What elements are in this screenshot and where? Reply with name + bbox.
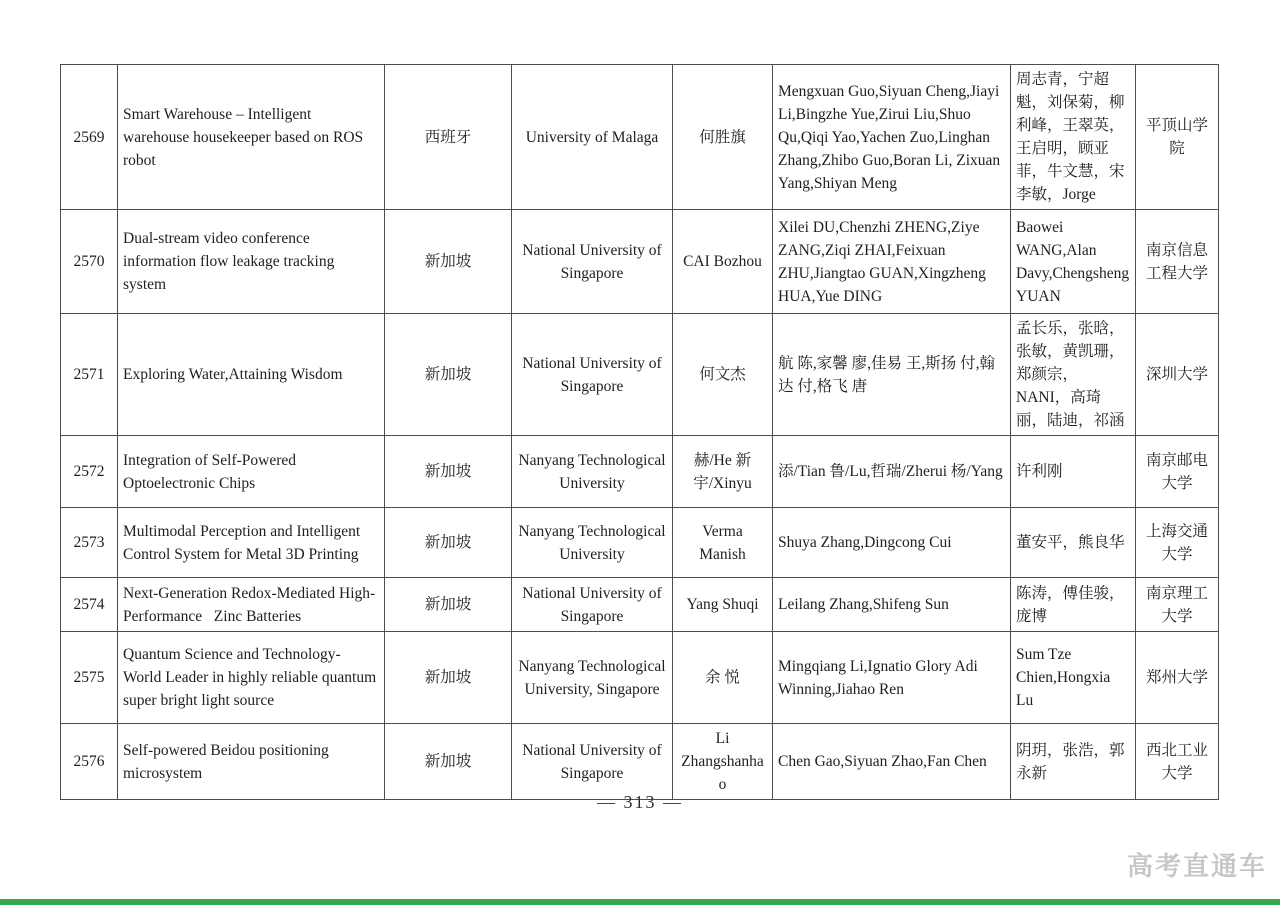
cell-title: Exploring Water,Attaining Wisdom	[118, 314, 385, 436]
cell-id: 2573	[61, 508, 118, 578]
cell-leader: Verma Manish	[673, 508, 773, 578]
cell-id: 2575	[61, 632, 118, 724]
cell-id: 2574	[61, 578, 118, 632]
cell-leader: CAI Bozhou	[673, 210, 773, 314]
cell-title: Dual-stream video conference information flow leakage tracking system	[118, 210, 385, 314]
cell-institution: 南京理工大学	[1136, 578, 1219, 632]
cell-members: Mingqiang Li,Ignatio Glory Adi Winning,Jiahao Ren	[773, 632, 1011, 724]
cell-country: 新加坡	[385, 578, 512, 632]
cell-leader: 赫/He 新宇/Xinyu	[673, 436, 773, 508]
cell-country: 新加坡	[385, 508, 512, 578]
cell-members: Leilang Zhang,Shifeng Sun	[773, 578, 1011, 632]
cell-leader: 何胜旗	[673, 65, 773, 210]
cell-country: 新加坡	[385, 210, 512, 314]
cell-id: 2576	[61, 724, 118, 800]
cell-advisors: Sum Tze Chien,Hongxia Lu	[1011, 632, 1136, 724]
cell-id: 2569	[61, 65, 118, 210]
cell-institution: 南京邮电大学	[1136, 436, 1219, 508]
cell-leader: Li Zhangshanhao	[673, 724, 773, 800]
table-row	[61, 724, 1219, 800]
cell-country: 新加坡	[385, 436, 512, 508]
cell-members: Mengxuan Guo,Siyuan Cheng,Jiayi Li,Bingzhe Yue,Zirui Liu,Shuo Qu,Qiqi Yao,Yachen Zuo,Linghan Zhang,Zhibo Guo,Boran Li, Zixuan Yang,Shiyan Meng	[773, 65, 1011, 210]
table-row	[61, 210, 1219, 314]
cell-university: Nanyang Technological University	[512, 436, 673, 508]
cell-country: 新加坡	[385, 724, 512, 800]
cell-members: 添/Tian 鲁/Lu,哲瑞/Zherui 杨/Yang	[773, 436, 1011, 508]
cell-title: Integration of Self-Powered Optoelectronic Chips	[118, 436, 385, 508]
cell-title: Quantum Science and Technology-World Leader in highly reliable quantum super bright light source	[118, 632, 385, 724]
cell-id: 2570	[61, 210, 118, 314]
cell-institution: 南京信息工程大学	[1136, 210, 1219, 314]
cell-title: Multimodal Perception and Intelligent Control System for Metal 3D Printing	[118, 508, 385, 578]
cell-country: 新加坡	[385, 632, 512, 724]
table-row	[61, 508, 1219, 578]
cell-title: Next-Generation Redox-Mediated High-Performance Zinc Batteries	[118, 578, 385, 632]
cell-country: 西班牙	[385, 65, 512, 210]
cell-university: Nanyang Technological University, Singapore	[512, 632, 673, 724]
cell-advisors: 陈涛，傅佳骏，庞博	[1011, 578, 1136, 632]
cell-university: National University of Singapore	[512, 578, 673, 632]
cell-id: 2571	[61, 314, 118, 436]
cell-advisors: 阴玥，张浩，郭永新	[1011, 724, 1136, 800]
bottom-green-bar	[0, 899, 1280, 905]
cell-members: Xilei DU,Chenzhi ZHENG,Ziye ZANG,Ziqi ZHAI,Feixuan ZHU,Jiangtao GUAN,Xingzheng HUA,Yue DING	[773, 210, 1011, 314]
cell-advisors: 孟长乐，张晗，张敏，黄凯珊，郑颜宗，NANI，高琦丽，陆迪，祁涵	[1011, 314, 1136, 436]
cell-institution: 西北工业大学	[1136, 724, 1219, 800]
results-table	[60, 64, 1219, 800]
cell-institution: 深圳大学	[1136, 314, 1219, 436]
cell-university: National University of Singapore	[512, 210, 673, 314]
watermark-gaokao-zhitongche: 高考直通车	[1126, 851, 1267, 881]
cell-leader: Yang Shuqi	[673, 578, 773, 632]
cell-members: Chen Gao,Siyuan Zhao,Fan Chen	[773, 724, 1011, 800]
table-row	[61, 65, 1219, 210]
cell-id: 2572	[61, 436, 118, 508]
table-row	[61, 436, 1219, 508]
cell-advisors: Baowei WANG,Alan Davy,Chengsheng YUAN	[1011, 210, 1136, 314]
cell-university: National University of Singapore	[512, 724, 673, 800]
cell-leader: 余 悦	[673, 632, 773, 724]
cell-title: Self-powered Beidou positioning microsystem	[118, 724, 385, 800]
results-table-body	[61, 65, 1219, 800]
cell-title: Smart Warehouse – Intelligent warehouse housekeeper based on ROS robot	[118, 65, 385, 210]
cell-advisors: 周志青，宁超魁，刘保菊，柳利峰，王翠英，王启明，顾亚菲，牛文慧，宋李敏，Jorge	[1011, 65, 1136, 210]
table-row	[61, 632, 1219, 724]
cell-advisors: 董安平，熊良华	[1011, 508, 1136, 578]
table-row	[61, 578, 1219, 632]
page-number: — 313 —	[597, 792, 683, 812]
cell-university: National University of Singapore	[512, 314, 673, 436]
cell-university: University of Malaga	[512, 65, 673, 210]
cell-members: 航 陈,家馨 廖,佳易 王,斯扬 付,翰达 付,格飞 唐	[773, 314, 1011, 436]
cell-country: 新加坡	[385, 314, 512, 436]
cell-university: Nanyang Technological University	[512, 508, 673, 578]
cell-advisors: 许利刚	[1011, 436, 1136, 508]
cell-institution: 上海交通大学	[1136, 508, 1219, 578]
table-row	[61, 314, 1219, 436]
cell-institution: 平顶山学院	[1136, 65, 1219, 210]
cell-members: Shuya Zhang,Dingcong Cui	[773, 508, 1011, 578]
cell-institution: 郑州大学	[1136, 632, 1219, 724]
cell-leader: 何文杰	[673, 314, 773, 436]
